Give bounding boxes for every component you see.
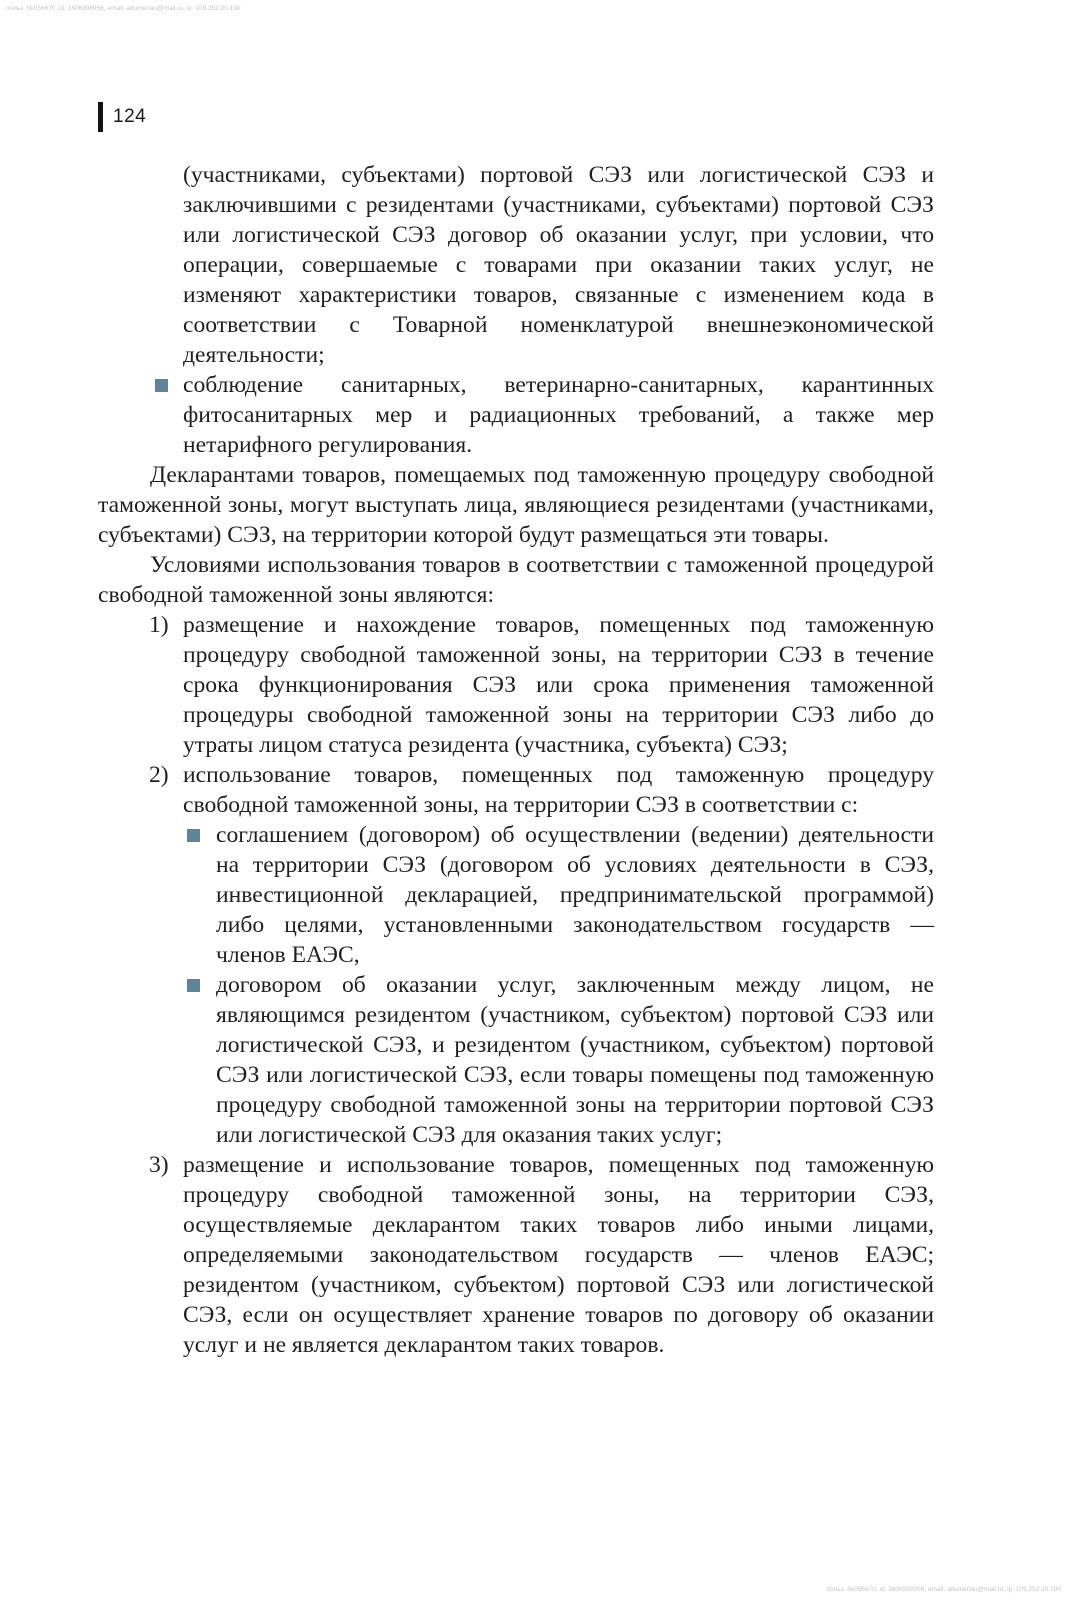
- item-number: 3): [149, 1152, 169, 1178]
- sub-bullet-item-1: [98, 820, 934, 970]
- numbered-item-2: [98, 760, 934, 820]
- bullet-list-item: [98, 370, 934, 460]
- watermark-top: польз. №056670, id: 1606998956, email: aitumeriau@mail.ru, ip: 109.252.20.190: [6, 5, 241, 12]
- numbered-item-1: [98, 610, 934, 760]
- continuation-paragraph: (участниками, субъектами) портовой СЭЗ или логистической СЭЗ и заключившими с резидентами (участниками, субъектами) портовой СЭЗ или логистической СЭЗ договор об оказании услуг, при условии, что операции, совершаемые с товарами при оказании таких услуг, не изменяют характеристики товаров, связанные с изменением кода в соответствии с Товарной номенклатурой внешнеэкономической деятельности;: [183, 162, 934, 368]
- numbered-item-text: размещение и использование товаров, помещенных под таможенную процедуру свободной таможенной зоны, на территории СЭЗ, осуществляемые декларантом таких товаров либо иными лицами, определяемыми законодательством государств — членов ЕАЭС; резидентом (участником, субъектом) портовой СЭЗ или логистической СЭЗ, если он осуществляет хранение товаров по договору об оказании услуг и не является декларантом таких товаров.: [183, 1152, 934, 1358]
- watermark-bottom: польз. №056670, id: 1606998956, email: aitumeriau@mail.ru, ip: 109.252.20.190: [826, 1586, 1061, 1593]
- square-bullet-icon: [187, 829, 200, 842]
- header-bar: [98, 102, 103, 132]
- bullet-item-text: соблюдение санитарных, ветеринарно-санитарных, карантинных фитосанитарных мер и радиационных требований, а также мер нетарифного регулирования.: [183, 372, 934, 458]
- square-bullet-icon: [187, 979, 200, 992]
- paragraph-conditions: Условиями использования товаров в соответствии с таможенной процедурой свободной таможенной зоны являются:: [98, 552, 934, 608]
- numbered-item-text: использование товаров, помещенных под таможенную процедуру свободной таможенной зоны, на территории СЭЗ в соответствии с:: [183, 762, 934, 818]
- numbered-item-3: [98, 1150, 934, 1360]
- numbered-item-text: размещение и нахождение товаров, помещенных под таможенную процедуру свободной таможенной зоны, на территории СЭЗ в течение срока функционирования СЭЗ или срока применения таможенной процедуры свободной таможенной зоны на территории СЭЗ либо до утраты лицом статуса резидента (участника, субъекта) СЭЗ;: [183, 612, 934, 758]
- item-number: 2): [149, 762, 169, 788]
- item-number: 1): [149, 612, 169, 638]
- page-number: 124: [113, 106, 147, 127]
- sub-bullet-item-2: [98, 970, 934, 1150]
- paragraph-declarants: Декларантами товаров, помещаемых под таможенную процедуру свободной таможенной зоны, могут выступать лица, являющиеся резидентами (участниками, субъектами) СЭЗ, на территории которой будут размещаться эти товары.: [98, 462, 934, 548]
- page-body: [98, 160, 934, 1360]
- square-bullet-icon: [155, 379, 168, 392]
- sub-bullet-text: договором об оказании услуг, заключенным между лицом, не являющимся резидентом (участником, субъектом) портовой СЭЗ или логистической СЭЗ, и резидентом (участником, субъектом) портовой СЭЗ или логистической СЭЗ, если товары помещены под таможенную процедуру свободной таможенной зоны на территории портовой СЭЗ или логистической СЭЗ для оказания таких услуг;: [216, 972, 934, 1148]
- page-header: [98, 102, 146, 132]
- sub-bullet-text: соглашением (договором) об осуществлении (ведении) деятельности на территории СЭЗ (договором об условиях деятельности в СЭЗ, инвестиционной декларацией, предпринимательской программой) либо целями, установленными законодательством государств — членов ЕАЭС,: [216, 822, 934, 968]
